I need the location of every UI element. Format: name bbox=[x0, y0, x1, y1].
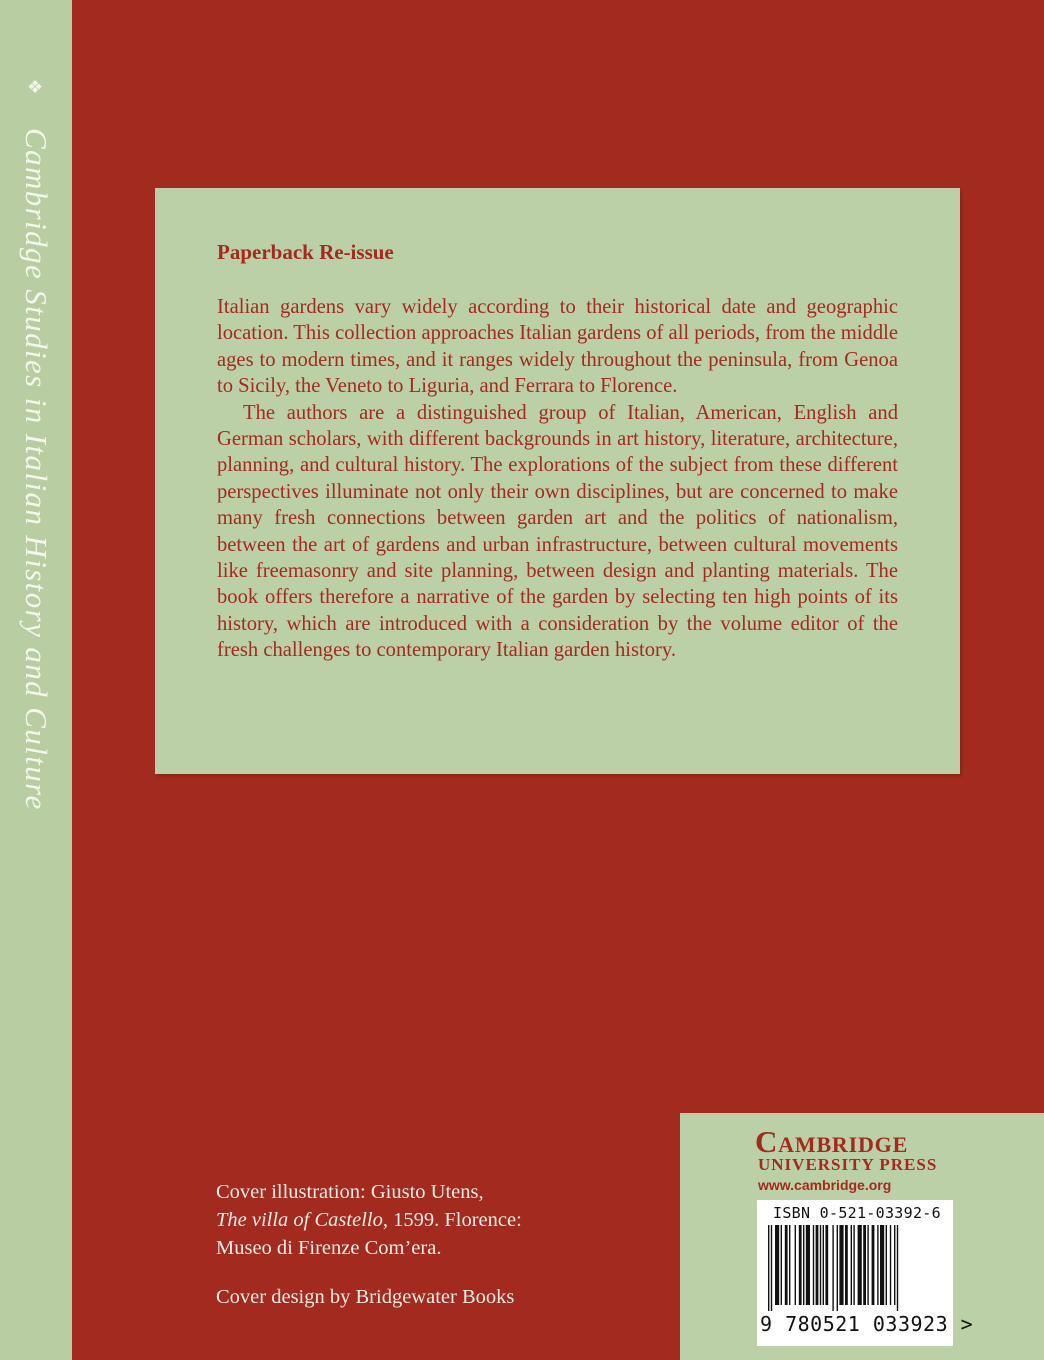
barcode-label bbox=[757, 1200, 974, 1346]
barcode-bar bbox=[795, 1225, 796, 1305]
publisher-logo-name: Cambridge bbox=[755, 1124, 909, 1159]
barcode-bar bbox=[785, 1225, 788, 1305]
blurb-paragraph-1: Italian gardens vary widely according to their historical date and geographic location. This collection approaches Italian gardens of all periods, from the middle ages to modern times, and it ranges widely throughout the peninsula, from Genoa to Sicily, the Veneto to Liguria, and Ferrara to Florence. bbox=[217, 296, 898, 398]
barcode-bar bbox=[877, 1225, 878, 1305]
blurb-panel bbox=[155, 188, 960, 774]
barcode-bar bbox=[803, 1225, 804, 1305]
ean-digits: 9 780521 033923 > bbox=[760, 1312, 974, 1336]
barcode-bar bbox=[823, 1225, 824, 1305]
series-title: Cambridge Studies in Italian History and Culture bbox=[19, 128, 54, 811]
artwork-title: The villa of Castello bbox=[216, 1209, 383, 1231]
barcode-bar bbox=[858, 1225, 862, 1305]
publisher-panel bbox=[680, 1113, 1044, 1360]
barcode-bar bbox=[837, 1225, 838, 1311]
barcode-bar bbox=[851, 1225, 852, 1305]
barcode-bar bbox=[880, 1225, 884, 1305]
barcode-bar bbox=[820, 1225, 821, 1305]
barcode-bar bbox=[894, 1225, 895, 1305]
barcode-bar bbox=[789, 1225, 790, 1305]
barcode-bar bbox=[845, 1225, 848, 1305]
illustration-credit-line-3: Museo di Firenze Com’era. bbox=[216, 1237, 442, 1259]
barcode-bar bbox=[863, 1225, 866, 1305]
barcode-bar bbox=[771, 1225, 772, 1311]
design-credit: Cover design by Bridgewater Books bbox=[216, 1286, 515, 1308]
illustration-credit-line-2 bbox=[216, 1206, 522, 1234]
barcode-icon bbox=[768, 1225, 942, 1311]
barcode-bar bbox=[897, 1225, 898, 1311]
barcode-bar bbox=[825, 1225, 828, 1305]
barcode-bar bbox=[839, 1225, 843, 1305]
blurb-paragraph-2: The authors are a distinguished group of Italian, American, English and German scholars, with different backgrounds in art history, literature, architecture, planning, and cultural history. The explorations of the subject from these different perspectives illuminate not only their own disciplines, but are concerned to make many fresh connections between garden art and the politics of nationalism, between the art of gardens and urban infrastructure, between cultural movements like freemasonry and site planning, between design and planting materials. The book offers therefore a narrative of the garden by selecting ten high points of its history, which are introduced with a consideration by the volume editor of the fresh challenges to contemporary Italian garden history. bbox=[217, 401, 898, 662]
illustration-credit-line-1: Cover illustration: Giusto Utens, bbox=[216, 1181, 484, 1203]
barcode-bar bbox=[799, 1225, 802, 1305]
isbn-text: ISBN 0-521-03392-6 bbox=[773, 1204, 941, 1222]
barcode-bar bbox=[806, 1225, 810, 1305]
barcode-bar bbox=[768, 1225, 769, 1311]
publisher-logo-subtitle: UNIVERSITY PRESS bbox=[758, 1155, 938, 1174]
blurb-heading: Paperback Re-issue bbox=[217, 240, 394, 264]
barcode-bar bbox=[775, 1225, 779, 1305]
barcode-bar bbox=[853, 1225, 854, 1305]
artwork-date-place: , 1599. Florence: bbox=[382, 1209, 522, 1231]
barcode-bar bbox=[867, 1225, 868, 1305]
barcode-bar bbox=[872, 1225, 875, 1305]
ornament-icon: ❖ bbox=[27, 77, 44, 97]
book-spine bbox=[0, 0, 72, 1360]
publisher-url: www.cambridge.org bbox=[758, 1177, 892, 1193]
barcode-bar bbox=[832, 1225, 833, 1311]
barcode-bar bbox=[886, 1225, 887, 1305]
barcode-bar bbox=[813, 1225, 814, 1305]
barcode-bar bbox=[781, 1225, 782, 1305]
barcode-bar bbox=[816, 1225, 819, 1305]
barcode-bar bbox=[890, 1225, 891, 1305]
cover-credits bbox=[216, 1178, 522, 1311]
